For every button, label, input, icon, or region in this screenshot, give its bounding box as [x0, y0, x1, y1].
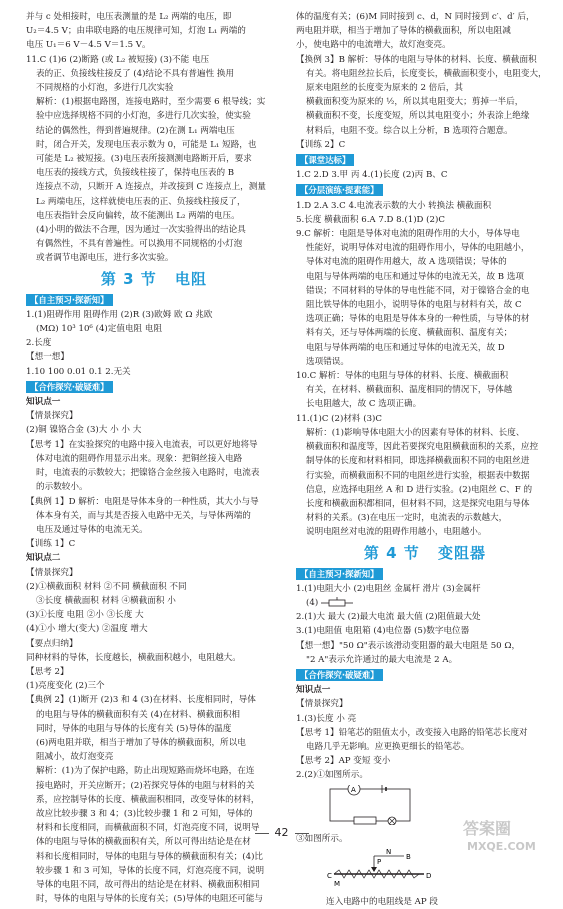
text-line: U₂＝4.5 V；由串联电路的电压规律可知，灯泡 L₁ 两端的: [26, 26, 246, 37]
text-line: 或者调节电源电压，进行多次实验。: [36, 253, 174, 264]
text-line: 【情景探究】: [26, 411, 78, 422]
text-line: 有关。将电阻丝拉长后，长度变长，横截面积变小，电阻变大，: [306, 68, 547, 79]
text-line: 原来电阻丝的长度变为原来的 2 倍后，其: [306, 83, 464, 94]
text-line: (4)①小 增大(变大) ②温度 增大: [26, 624, 148, 635]
left-column: [26, 10, 282, 906]
text-line: 信息，应选择电阻丝 A 和 D 进行实验。(2)电阻丝 C、F 的: [306, 484, 533, 495]
terminal-label: C: [327, 871, 332, 880]
text-line: 长电阻越大，故 C 选项正确。: [306, 399, 422, 410]
text-line: (6)两电阻并联，相当于增加了导体的横截面积，所以电: [36, 737, 246, 748]
section-title: [296, 542, 554, 564]
terminal-label: B: [406, 852, 411, 861]
text-line: 长度和横截面积都相同，但材料不同，这是探究电阻与导体: [306, 498, 530, 509]
text-line: 体的温度有关；(6)M 同时接到 c、d，N 同时接到 c′、d′ 后，: [296, 12, 535, 22]
text-line: 解析：(1)为了保护电路，防止出现短路而烧坏电路，在连: [36, 766, 255, 777]
text-line: 【情景探究】: [26, 567, 78, 578]
continued-block: [296, 10, 554, 152]
text-line: 不同规格的小灯泡，多进行几次实验: [36, 83, 174, 94]
text-line: 解析：(1)根据电路图，连接电路时，至少需要 6 根导线；实: [36, 97, 266, 108]
ammeter-label: A: [351, 785, 356, 794]
text-line: 选项正确；导体的电阻是导体本身的一种性质，与导体的材: [306, 314, 530, 325]
watermark-text: 答案圈: [463, 819, 512, 838]
text-line: 阻减小，故灯泡变亮: [36, 752, 114, 763]
text-line: 11.C (1)6 (2)断路 (或 L₂ 被短接) (3)不能 电压: [26, 54, 210, 65]
text-line: 小，使电路中的电流增大，故灯泡变亮。: [296, 40, 451, 51]
right-column: [296, 10, 554, 909]
text-line: 体的电阻与导体的横截面积有关，所以可得出结论是在材: [36, 837, 251, 848]
section-number: 第 4 节: [363, 543, 420, 562]
heading-bar: 【分层演练·提素能】: [296, 184, 383, 196]
text-line: 制导体的长度和材料相同，即选择横截面积不同的电阻丝进: [306, 456, 530, 467]
text-line: 表的正、负接线柱接反了 (4)结论不具有普遍性 换用: [36, 68, 235, 79]
heading-bar: 【自主预习·探新知】: [26, 294, 113, 306]
rheostat-symbol-icon: [321, 597, 355, 607]
section-number: 第 3 节: [100, 269, 157, 288]
text-line: (3)①长度 电阻 ②小 ③长度 大: [26, 610, 144, 621]
text-line: 【思考 2】: [26, 666, 69, 677]
text-line: 材料后，电阻不变。综合以上分析，B 选项符合题意。: [306, 125, 513, 136]
text-line: 并与 c 处相接时，电压表测量的是 L₂ 两端的电压，即: [26, 12, 232, 22]
text-line: (4)小明的做法不合理，因为通过一次实验得出的结论具: [36, 225, 246, 236]
text-line: (2)铜 镍铬合金 (3)大 小 小 大: [26, 425, 142, 436]
text-line: 有偶然性，不具有普遍性。可以换用不同规格的小灯泡: [36, 239, 243, 250]
text-line: (1)亮度变化 (2)三个: [26, 681, 105, 692]
text-line: 【思考 2】AP 变短 变小: [296, 756, 391, 767]
fenceng-block: [296, 199, 554, 540]
text-line: 【换例 3】B 解析：导体的电阻与导体的材料、长度、横截面积: [296, 54, 537, 65]
text-line: 性能好，说明导体对电流的阻碍作用小，导体的电阻越小，: [306, 243, 530, 254]
text-line: 10.C 解析：导体的电阻与导体的材料、长度、横截面积: [296, 371, 509, 382]
subheading: 知识点二: [26, 553, 61, 564]
knowledge-point-1: [296, 683, 554, 782]
text-line: 11.(1)C (2)材料 (3)C: [296, 413, 382, 424]
text-line: 【要点归纳】: [26, 638, 78, 649]
text-line: 验中应选择规格不同的小灯泡，多进行几次实验，使实验: [36, 111, 251, 122]
text-line: 导体的电阻不同，故可得出的结论是在材料、横截面积相同: [36, 879, 260, 890]
text-line: [296, 596, 554, 610]
knowledge-point-2: [26, 551, 282, 906]
text-line: 9.C 解析：电阻是导体对电流的阻碍作用的大小，导体导电: [296, 229, 520, 240]
text-line: 同种材料的导体，长度越长，横截面积越小，电阻越大。: [26, 652, 241, 663]
watermark-url: MXQE.COM: [467, 840, 536, 853]
text-line: 5.长度 横截面积 6.A 7.D 8.(1)D (2)C: [296, 214, 445, 225]
text-line: 时，导体的电阻与导体的长度有关；(5)导体的电阻还可能与: [36, 894, 264, 905]
text-line: 2.长度: [26, 338, 52, 349]
text-line: 时，闭合开关，发现电压表示数为 0，可能是 L₁ 短路，也: [36, 139, 257, 150]
text-line: 1.D 2.A 3.C 4.电流表示数的大小 转换法 横截面积: [296, 200, 492, 211]
text-fragment: (4): [306, 597, 319, 608]
text-line: 【情景探究】: [296, 699, 348, 710]
text-line: 【想一想】"50 Ω"表示该滑动变阻器的最大电阻是 50 Ω，: [296, 640, 521, 651]
text-line: (2)①横截面积 材料 ②不同 横截面积 不同: [26, 581, 187, 592]
text-line: 【典例 1】D 解析：电阻是导体本身的一种性质，其大小与导: [26, 496, 259, 507]
section-name: 电阻: [175, 269, 208, 288]
knowledge-point-1: [26, 395, 282, 551]
intro-block: [26, 10, 282, 53]
text-line: 材料的关系。(3)在电压一定时，电流表的示数越大，: [306, 513, 508, 524]
text-line: 横截面积不变，长度变短，所以其电阻变小；外表涂上绝缘: [306, 111, 530, 122]
text-line: 料和长度相同时，导体的电阻与导体的横截面积有关；(4)比: [36, 851, 264, 862]
watermark-logo: [459, 814, 555, 854]
text-line: 1.10 100 0.01 0.1 2.无关: [26, 366, 131, 377]
text-line: 横截面积变为原来的 ½，所以其电阻变大；剪掉一半后，: [306, 97, 524, 108]
text-line: 电路几乎无影响。应更换更细长的铅笔芯。: [306, 741, 470, 752]
text-line: 电压表指针会反向偏转，故不能测出 L₂ 两端的电压。: [36, 210, 240, 221]
text-line: 体对电流的阻碍作用显示出来。现象：把铜丝接入电路: [36, 453, 243, 464]
text-line: 系，应控制导体的长度、横截面积相同，改变导体的材料，: [36, 794, 260, 805]
text-line: 3.(1)电阻值 电阻箱 (4)电位器 (5)数字电位器: [296, 626, 470, 637]
text-line: 连接点不动，只断开 A 连接点，并改接到 C 连接点上，测量: [36, 182, 266, 193]
text-line: 导体对电流的阻碍作用越大，故 A 选项错误；导体的: [306, 257, 507, 268]
heading-bar: 【课堂达标】: [296, 154, 354, 166]
text-line: 的示数较小。: [36, 482, 88, 493]
text-line: 2.(2)①如图所示。: [296, 770, 368, 781]
text-line: 有关，在材料、横截面积、温度相同的情况下，导体越: [306, 385, 513, 396]
text-line: 【典例 2】(1)断开 (2)3 和 4 (3)在材料、长度相同时，导体: [26, 695, 256, 706]
rheostat-diagram: [324, 848, 444, 888]
text-line: 解析：(1)影响导体电阻大小的因素有导体的材料、长度、: [306, 427, 525, 438]
zizhu-block: [26, 308, 282, 379]
text-line: 可能是 L₂ 被短接。(3)电压表所接测测电路断开后，要求: [36, 154, 252, 165]
text-line: 两电阻并联，相当于增加了导体的横截面积，所以电阻减: [296, 26, 511, 37]
text-line: 行实验，而横截面积不同的电阻丝进行实验，根据表中数据: [306, 470, 530, 481]
text-line: 电压表的接线方式，负接线柱接了，保持电压表的 B: [36, 168, 235, 179]
text-line: 【思考 1】铅笔芯的阻值太小，改变接入电路的铅笔芯长度对: [296, 727, 528, 738]
text-line: 电阻与导体两端的电压和通过导体的电流无关，故 B 选项: [306, 271, 525, 282]
text-line: 【想一想】: [26, 352, 69, 363]
text-line: 结论的偶然性，得到普遍规律。(2)在测 L₁ 两端电压: [36, 125, 235, 136]
section-name: 变阻器: [438, 543, 487, 562]
text-line: 电阻与导体两端的电压和通过导体的电流无关，故 D: [306, 342, 505, 353]
subheading: 知识点一: [296, 685, 331, 696]
text-line: ③如图所示。: [296, 833, 348, 844]
text-line: 1.(3)长度 小 亮: [296, 713, 357, 724]
zizhu-block: [296, 582, 554, 667]
text-line: 说明电阻丝对电流的阻碍作用越小，电阻越小。: [306, 527, 487, 538]
text-line: 错误；不同材料的导体的导电性能不同，对于镍铬合金的电: [306, 285, 530, 296]
page-number: 42: [0, 826, 563, 839]
text-line: 故应比较步骤 3 和 4；(3)比较步骤 1 和 2 可知，导体的: [36, 808, 253, 819]
section-title: [26, 268, 282, 290]
text-line: 【训练 1】C: [26, 539, 76, 550]
text-line: ③长度 横截面积 材料 ④横截面积 小: [36, 595, 176, 606]
text-line: 电压及通过导体的电流无关。: [36, 524, 148, 535]
text-line: 2.(1)大 最大 (2)最大电流 最大值 (2)阻值最大处: [296, 612, 481, 623]
heading-bar: 【自主预习·探新知】: [296, 568, 383, 580]
terminal-label: D: [426, 871, 432, 880]
text-line: 1.C 2.D 3.甲 丙 4.(1)长度 (2)丙 B、C: [296, 170, 448, 181]
text-line: (MΩ) 10³ 10⁶ (4)定值电阻 电阻: [36, 324, 163, 335]
text-line: 【训练 2】C: [296, 139, 346, 150]
heading-bar: 【合作探究·破疑难】: [296, 669, 383, 681]
text-line: 材料和长度相同，而横截面积不同，灯泡亮度不同，说明导: [36, 823, 260, 834]
text-line: 接电路时，开关应断开；(2)若探究导体的电阻与材料的关: [36, 780, 255, 791]
terminal-label: N: [386, 847, 392, 856]
slider-label: P: [377, 857, 382, 866]
text-line: 横截面积和温度等，因此若要探究电阻横截面积的关系，应控: [306, 442, 539, 453]
text-line: 时，电流表的示数较大；把镍铬合金丝接入电路时，电流表: [36, 468, 260, 479]
subheading: 知识点一: [26, 397, 61, 408]
text-line: 1.(1)电阻大小 (2)电阻丝 金属杆 滑片 (3)金属杆: [296, 583, 481, 594]
text-line: "2 A"表示允许通过的最大电流是 2 A。: [306, 654, 458, 665]
text-line: 选项错误。: [306, 356, 349, 367]
text-line: 较步骤 1 和 3 可知，导体的长度不同，灯泡亮度不同，说明: [36, 865, 265, 876]
figure-caption: 连入电路中的电阻线是 AP 段: [326, 897, 438, 908]
text-line: 体本身有关，而与其是否接入电路中无关，与导体两端的: [36, 510, 251, 521]
heading-bar: 【合作探究·破疑难】: [26, 381, 113, 393]
terminal-label: M: [334, 879, 341, 888]
text-line: 1.(1)阻碍作用 阻碍作用 (2)R (3)欧姆 欧 Ω 兆欧: [26, 309, 213, 320]
text-line: 的电阻与导体的横截面积有关 (4)在材料、横截面积相: [36, 709, 240, 720]
text-line: 电压 U₁＝6 V－4.5 V＝1.5 V。: [26, 40, 151, 51]
text-line: L₂ 两端电压，这样就使电压表的正、负接线柱接反了，: [36, 196, 246, 207]
text-line: 【思考 1】在实验探究的电路中接入电流表，可以更好地将导: [26, 439, 258, 450]
text-line: 同时，导体的电阻与导体的长度有关 (5)导体的温度: [36, 723, 232, 734]
text-line: 料有关，还与导体两端的长度、横截面积、温度有关；: [306, 328, 513, 339]
text-line: 阻比铁导体的电阻小，说明导体的电阻与材料有关，故 C: [306, 300, 522, 311]
circuit-diagram: [324, 785, 416, 825]
q11-block: [26, 53, 282, 266]
